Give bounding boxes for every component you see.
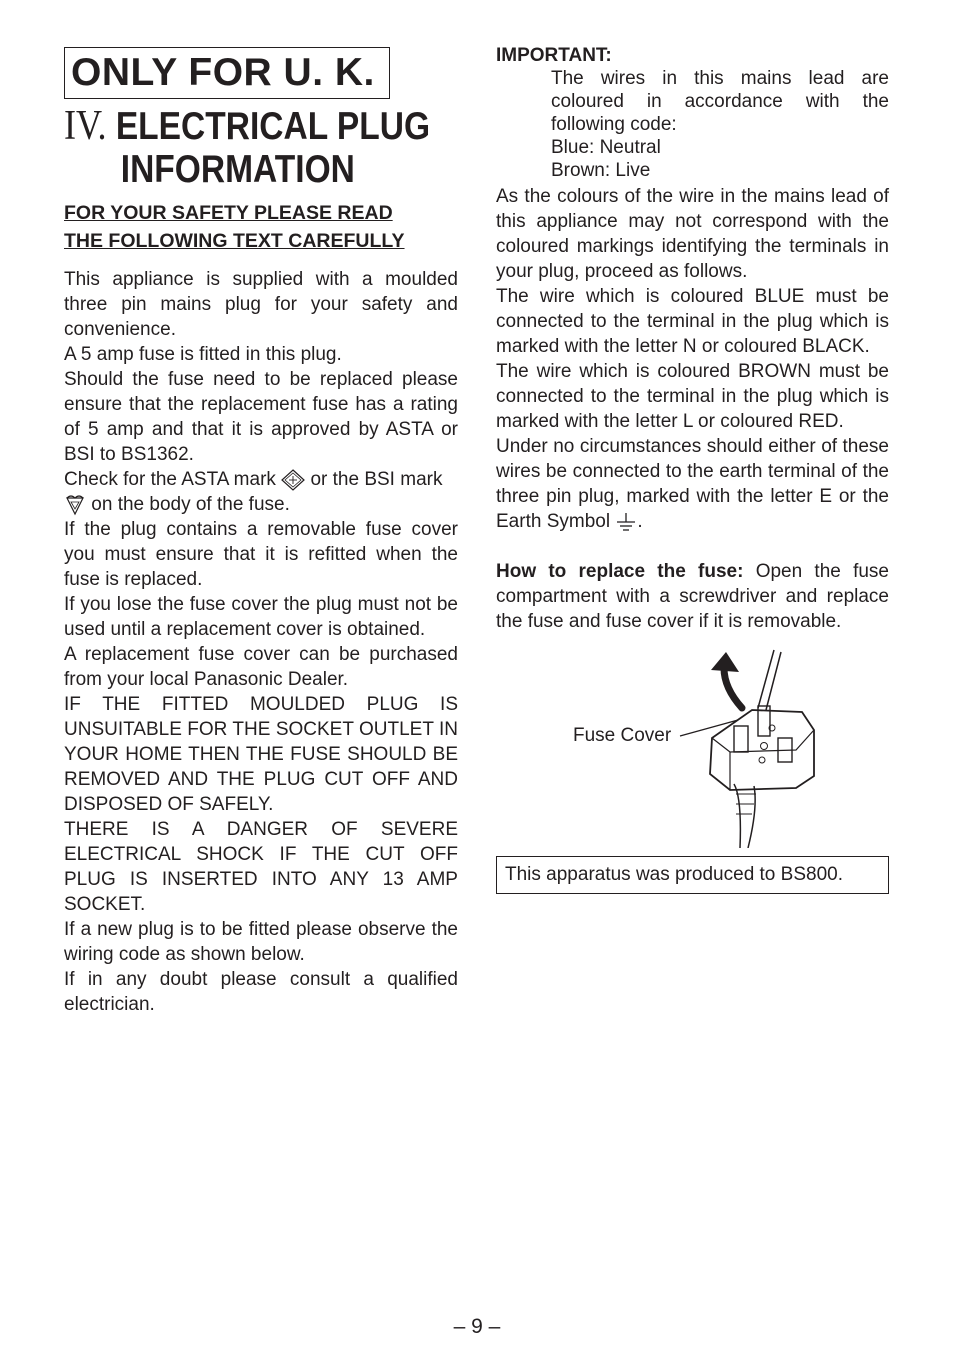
paragraph-colours-differ: As the colours of the wire in the mains lead of this appliance may not correspond with the coloured markings identifying the terminals in your plug, proceed as follows. — [496, 186, 889, 282]
paragraph-consult: If in any doubt please consult a qualified electrician. — [64, 969, 458, 1015]
section-title — [64, 105, 460, 191]
section-title-line2: INFORMATION — [120, 148, 355, 191]
important-text: The wires in this mains lead are coloured in accordance with the following code: — [551, 68, 889, 135]
paragraph-lose-cover: If you lose the fuse cover the plug must not be used until a replacement cover is obtained. — [64, 594, 458, 640]
safety-heading — [64, 199, 458, 255]
paragraph-marks-c: on the body of the fuse. — [91, 494, 290, 515]
uk-only-title: ONLY FOR U. K. — [64, 47, 390, 99]
left-column — [64, 47, 458, 1017]
paragraph-supplied: This appliance is supplied with a moulded three pin mains plug for your safety and convenience. — [64, 269, 458, 340]
paragraph-danger: THERE IS A DANGER OF SEVERE ELECTRICAL SHOCK IF THE CUT OFF PLUG IS INSERTED INTO ANY 13 AMP SOCKET. — [64, 819, 458, 915]
asta-mark-icon — [281, 469, 305, 491]
section-number: IV. — [64, 103, 107, 149]
paragraph-unsuitable-plug: IF THE FITTED MOULDED PLUG IS UNSUITABLE FOR THE SOCKET OUTLET IN YOUR HOME THEN THE FUSE SHOULD BE REMOVED AND THE PLUG CUT OFF AND DISPOSED OF SAFELY. — [64, 694, 458, 815]
paragraph-fuse-replace: Should the fuse need to be replaced please ensure that the replacement fuse has a rating of 5 amp and that it is approved by ASTA or BSI to BS1362. — [64, 369, 458, 465]
right-column — [496, 44, 889, 894]
left-body — [64, 267, 458, 1017]
paragraph-earth — [496, 434, 889, 534]
paragraph-brown-wire: The wire which is coloured BROWN must be connected to the terminal in the plug which is marked with the letter L or coloured RED. — [496, 361, 889, 432]
section-title-line1: ELECTRICAL PLUG — [115, 105, 431, 148]
paragraph-new-plug: If a new plug is to be fitted please observe the wiring code as shown below. — [64, 919, 458, 965]
page-number: – 9 – — [453, 1315, 501, 1338]
paragraph-fuse-fitted: A 5 amp fuse is fitted in this plug. — [64, 344, 342, 365]
paragraph-replacement-cover: A replacement fuse cover can be purchased from your local Panasonic Dealer. — [64, 644, 458, 690]
paragraph-replace-fuse — [496, 559, 889, 634]
paragraph-marks — [64, 467, 458, 517]
paragraph-earth-text: Under no circumstances should either of these wires be connected to the earth terminal of the three pin plug, marked with the letter E or the Earth Symbol — [496, 436, 889, 532]
paragraph-marks-a: Check for the ASTA mark — [64, 469, 276, 490]
plug-figure — [496, 648, 889, 848]
important-label: IMPORTANT: — [496, 45, 612, 66]
plug-illustration-icon — [496, 648, 889, 848]
replace-fuse-text: Open the fuse compartment with a screwdriver and replace the fuse and fuse cover if it is removable. — [496, 561, 889, 632]
paragraph-earth-end: . — [637, 511, 643, 532]
replace-fuse-label: How to replace the fuse: — [496, 561, 744, 582]
paragraph-marks-b: or the BSI mark — [310, 469, 443, 490]
safety-heading-line2: THE FOLLOWING TEXT CAREFULLY — [64, 230, 405, 252]
bsi-kitemark-icon — [64, 494, 86, 516]
paragraph-blue-wire: The wire which is coloured BLUE must be connected to the terminal in the plug which is marked with the letter N or coloured BLACK. — [496, 286, 889, 357]
important-block — [496, 67, 889, 182]
fuse-cover-label: Fuse Cover — [573, 725, 672, 746]
paragraph-fuse-cover: If the plug contains a removable fuse cover you must ensure that it is refitted when the fuse is replaced. — [64, 519, 458, 590]
safety-heading-line1: FOR YOUR SAFETY PLEASE READ — [64, 202, 393, 224]
code-brown: Brown: Live — [551, 160, 651, 181]
earth-symbol-icon — [615, 511, 637, 533]
bs800-note: This apparatus was produced to BS800. — [496, 856, 889, 894]
code-blue: Blue: Neutral — [551, 137, 661, 158]
